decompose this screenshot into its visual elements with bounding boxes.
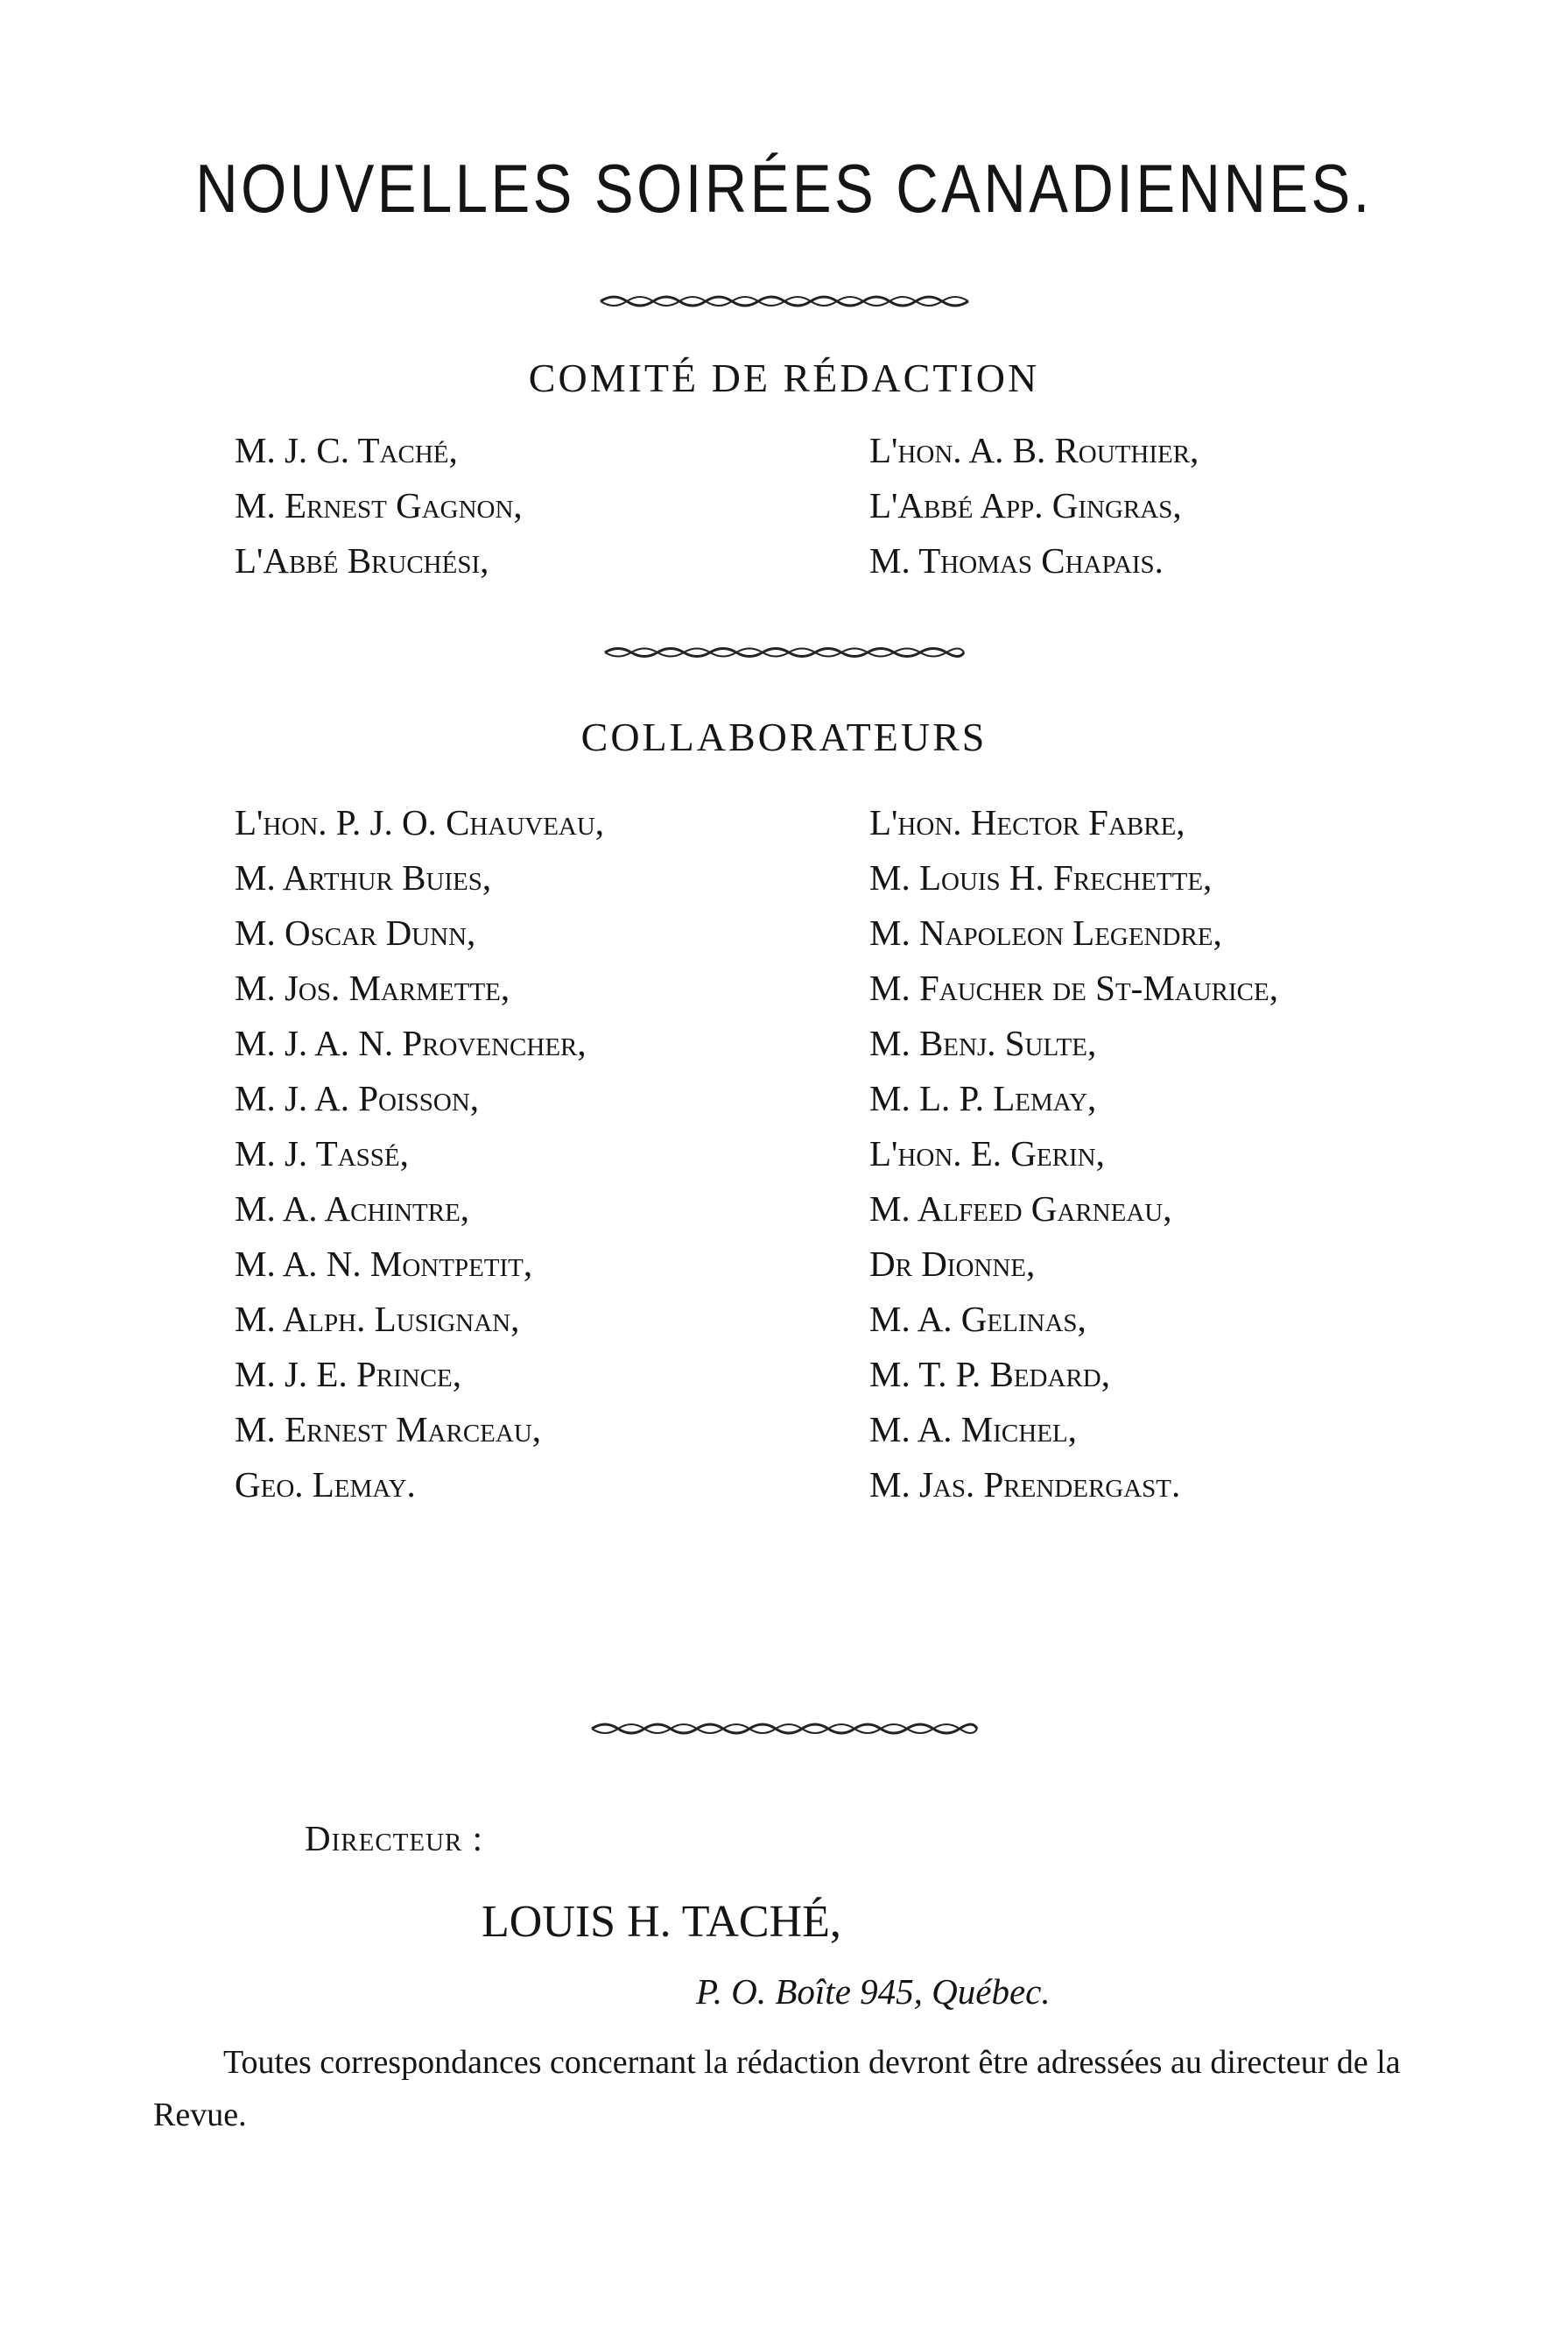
correspondence-note: Toutes correspondances concernant la rédaction devront être adressées au directeur de la Revue.	[153, 2044, 1401, 2133]
directeur-name: LOUIS H. TACHÉ,	[482, 1897, 841, 1947]
collaborateur: M. Arthur Buies,	[235, 857, 492, 898]
comite-member: L'Abbé Bruchési,	[235, 540, 489, 581]
collaborateur: M. Napoleon Legendre,	[869, 913, 1222, 953]
collaborateur: M. Oscar Dunn,	[235, 913, 476, 953]
collaborateur: M. A. Achintre,	[235, 1188, 470, 1229]
collaborateur: M. J. A. Poisson,	[235, 1078, 480, 1118]
collaborateur: Dr Dionne,	[869, 1244, 1036, 1284]
collaborateur: M. A. Michel,	[869, 1409, 1077, 1449]
wavy-rule-ornament-icon	[0, 641, 1568, 668]
collaborateur: M. Louis H. Frechette,	[869, 857, 1213, 898]
collaborateur: M. J. E. Prince,	[235, 1354, 462, 1394]
wavy-rule-ornament-icon	[0, 289, 1568, 318]
collaborateur: M. A. N. Montpetit,	[235, 1244, 533, 1284]
collaborateur: M. Alph. Lusignan,	[235, 1299, 520, 1339]
collaborateur: M. Jos. Marmette,	[235, 968, 510, 1008]
collaborateur: Geo. Lemay.	[235, 1464, 416, 1505]
collaborateur: L'hon. Hector Fabre,	[869, 802, 1185, 842]
collaborateur: M. L. P. Lemay,	[869, 1078, 1097, 1118]
collaborateur: M. Alfeed Garneau,	[869, 1188, 1172, 1229]
comite-member: M. Ernest Gagnon,	[235, 485, 523, 525]
page-title: NOUVELLES SOIRÉES CANADIENNES.	[195, 150, 1373, 227]
comite-member: M. J. C. Taché,	[235, 430, 458, 470]
comite-member: M. Thomas Chapais.	[869, 540, 1164, 581]
collaborateur: M. Benj. Sulte,	[869, 1023, 1097, 1063]
collaborateur: M. Jas. Prendergast.	[869, 1464, 1181, 1505]
collaborateur: M. Ernest Marceau,	[235, 1409, 542, 1449]
comite-member: L'hon. A. B. Routhier,	[869, 430, 1199, 470]
collaborateur: M. J. Tassé,	[235, 1133, 409, 1174]
collaborateurs-heading: COLLABORATEURS	[580, 715, 988, 759]
collaborateur: M. T. P. Bedard,	[869, 1354, 1110, 1394]
collaborateur: L'hon. P. J. O. Chauveau,	[235, 802, 605, 842]
directeur-label: Directeur :	[305, 1818, 484, 1858]
collaborateur: L'hon. E. Gerin,	[869, 1133, 1105, 1174]
collaborateur: M. J. A. N. Provencher,	[235, 1023, 587, 1063]
comite-heading: COMITÉ DE RÉDACTION	[528, 356, 1040, 400]
collaborateur: M. A. Gelinas,	[869, 1299, 1086, 1339]
collaborateur: M. Faucher de St-Maurice,	[869, 968, 1278, 1008]
comite-member: L'Abbé App. Gingras,	[869, 485, 1182, 525]
wavy-rule-ornament-icon	[0, 1716, 1568, 1745]
directeur-address: P. O. Boîte 945, Québec.	[696, 1971, 1051, 2012]
